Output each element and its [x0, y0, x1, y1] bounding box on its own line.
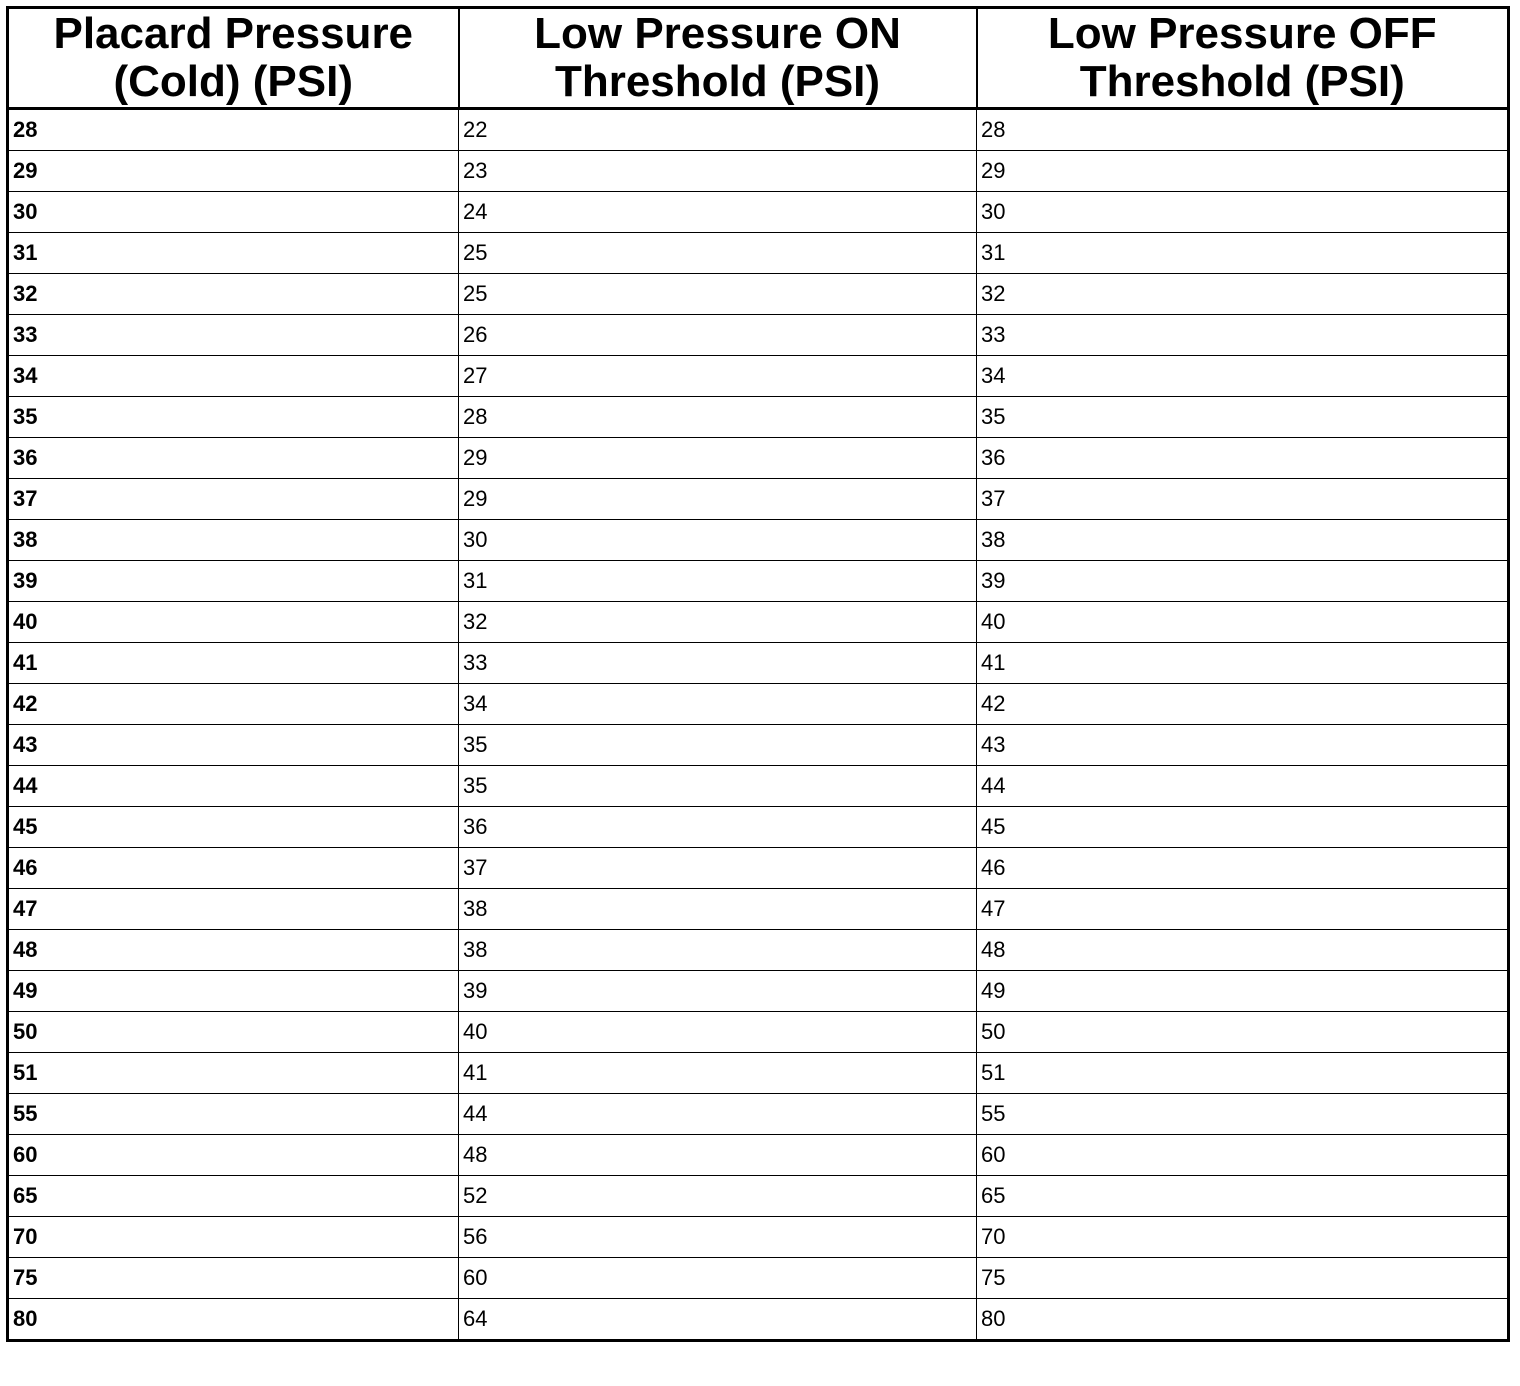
- cell-low-pressure-on: 24: [459, 192, 977, 233]
- cell-placard-pressure: 36: [8, 438, 459, 479]
- cell-low-pressure-off: 48: [977, 930, 1509, 971]
- cell-placard-pressure: 31: [8, 233, 459, 274]
- table-row: [8, 520, 1509, 561]
- cell-low-pressure-off: 45: [977, 807, 1509, 848]
- cell-placard-pressure: 47: [8, 889, 459, 930]
- cell-placard-pressure: 37: [8, 479, 459, 520]
- cell-low-pressure-on: 34: [459, 684, 977, 725]
- cell-low-pressure-off: 43: [977, 725, 1509, 766]
- cell-low-pressure-on: 31: [459, 561, 977, 602]
- table-row: [8, 766, 1509, 807]
- cell-placard-pressure: 51: [8, 1053, 459, 1094]
- cell-low-pressure-on: 38: [459, 930, 977, 971]
- cell-placard-pressure: 55: [8, 1094, 459, 1135]
- cell-low-pressure-on: 32: [459, 602, 977, 643]
- cell-low-pressure-on: 35: [459, 725, 977, 766]
- cell-placard-pressure: 39: [8, 561, 459, 602]
- table-header: [8, 8, 1509, 109]
- table-row: [8, 1176, 1509, 1217]
- cell-low-pressure-off: 35: [977, 397, 1509, 438]
- cell-placard-pressure: 34: [8, 356, 459, 397]
- cell-low-pressure-on: 29: [459, 479, 977, 520]
- cell-low-pressure-off: 36: [977, 438, 1509, 479]
- cell-low-pressure-on: 35: [459, 766, 977, 807]
- cell-placard-pressure: 41: [8, 643, 459, 684]
- cell-low-pressure-on: 40: [459, 1012, 977, 1053]
- table-row: [8, 479, 1509, 520]
- table-row: [8, 889, 1509, 930]
- cell-low-pressure-off: 80: [977, 1299, 1509, 1341]
- cell-low-pressure-on: 22: [459, 109, 977, 151]
- table-row: [8, 151, 1509, 192]
- cell-low-pressure-on: 33: [459, 643, 977, 684]
- table-row: [8, 397, 1509, 438]
- cell-low-pressure-off: 39: [977, 561, 1509, 602]
- header-low-pressure-on-threshold: Low Pressure ON Threshold (PSI): [459, 8, 977, 109]
- table-row: [8, 1094, 1509, 1135]
- cell-low-pressure-on: 64: [459, 1299, 977, 1341]
- cell-placard-pressure: 65: [8, 1176, 459, 1217]
- table-row: [8, 971, 1509, 1012]
- cell-low-pressure-off: 70: [977, 1217, 1509, 1258]
- cell-placard-pressure: 46: [8, 848, 459, 889]
- cell-low-pressure-on: 23: [459, 151, 977, 192]
- table-row: [8, 233, 1509, 274]
- cell-low-pressure-off: 41: [977, 643, 1509, 684]
- table-row: [8, 1258, 1509, 1299]
- cell-low-pressure-off: 55: [977, 1094, 1509, 1135]
- table-body: [8, 109, 1509, 1341]
- table-row: [8, 561, 1509, 602]
- table-row: [8, 848, 1509, 889]
- cell-placard-pressure: 49: [8, 971, 459, 1012]
- cell-low-pressure-off: 38: [977, 520, 1509, 561]
- cell-placard-pressure: 28: [8, 109, 459, 151]
- cell-low-pressure-off: 46: [977, 848, 1509, 889]
- table-row: [8, 725, 1509, 766]
- cell-low-pressure-on: 56: [459, 1217, 977, 1258]
- cell-low-pressure-off: 40: [977, 602, 1509, 643]
- cell-low-pressure-on: 41: [459, 1053, 977, 1094]
- cell-placard-pressure: 35: [8, 397, 459, 438]
- cell-placard-pressure: 45: [8, 807, 459, 848]
- cell-low-pressure-on: 27: [459, 356, 977, 397]
- cell-placard-pressure: 75: [8, 1258, 459, 1299]
- cell-low-pressure-off: 50: [977, 1012, 1509, 1053]
- table-row: [8, 1299, 1509, 1341]
- table-row: [8, 109, 1509, 151]
- cell-low-pressure-off: 65: [977, 1176, 1509, 1217]
- cell-low-pressure-off: 51: [977, 1053, 1509, 1094]
- table-row: [8, 684, 1509, 725]
- cell-low-pressure-on: 37: [459, 848, 977, 889]
- table-row: [8, 1217, 1509, 1258]
- cell-low-pressure-off: 47: [977, 889, 1509, 930]
- cell-low-pressure-off: 42: [977, 684, 1509, 725]
- cell-low-pressure-on: 52: [459, 1176, 977, 1217]
- table-row: [8, 356, 1509, 397]
- cell-low-pressure-off: 49: [977, 971, 1509, 1012]
- cell-placard-pressure: 80: [8, 1299, 459, 1341]
- cell-low-pressure-off: 34: [977, 356, 1509, 397]
- cell-low-pressure-off: 75: [977, 1258, 1509, 1299]
- cell-low-pressure-off: 60: [977, 1135, 1509, 1176]
- table-row: [8, 1135, 1509, 1176]
- cell-low-pressure-on: 30: [459, 520, 977, 561]
- cell-low-pressure-off: 32: [977, 274, 1509, 315]
- cell-low-pressure-on: 25: [459, 274, 977, 315]
- cell-low-pressure-off: 31: [977, 233, 1509, 274]
- header-placard-pressure: Placard Pressure (Cold) (PSI): [8, 8, 459, 109]
- table-row: [8, 1053, 1509, 1094]
- table-row: [8, 643, 1509, 684]
- cell-low-pressure-on: 44: [459, 1094, 977, 1135]
- cell-low-pressure-on: 25: [459, 233, 977, 274]
- cell-low-pressure-on: 39: [459, 971, 977, 1012]
- table-row: [8, 930, 1509, 971]
- cell-low-pressure-on: 29: [459, 438, 977, 479]
- header-low-pressure-off-threshold: Low Pressure OFF Threshold (PSI): [977, 8, 1509, 109]
- cell-low-pressure-on: 36: [459, 807, 977, 848]
- cell-placard-pressure: 29: [8, 151, 459, 192]
- cell-placard-pressure: 43: [8, 725, 459, 766]
- table-row: [8, 438, 1509, 479]
- cell-placard-pressure: 50: [8, 1012, 459, 1053]
- cell-low-pressure-off: 37: [977, 479, 1509, 520]
- cell-low-pressure-off: 30: [977, 192, 1509, 233]
- cell-placard-pressure: 44: [8, 766, 459, 807]
- header-row: [8, 8, 1509, 109]
- cell-placard-pressure: 42: [8, 684, 459, 725]
- table-row: [8, 315, 1509, 356]
- pressure-threshold-table: [6, 6, 1510, 1342]
- cell-placard-pressure: 30: [8, 192, 459, 233]
- cell-placard-pressure: 48: [8, 930, 459, 971]
- cell-low-pressure-on: 26: [459, 315, 977, 356]
- cell-low-pressure-on: 60: [459, 1258, 977, 1299]
- table-row: [8, 602, 1509, 643]
- cell-low-pressure-off: 44: [977, 766, 1509, 807]
- cell-placard-pressure: 70: [8, 1217, 459, 1258]
- cell-low-pressure-off: 28: [977, 109, 1509, 151]
- cell-placard-pressure: 40: [8, 602, 459, 643]
- cell-placard-pressure: 60: [8, 1135, 459, 1176]
- cell-low-pressure-on: 38: [459, 889, 977, 930]
- cell-low-pressure-off: 29: [977, 151, 1509, 192]
- cell-placard-pressure: 33: [8, 315, 459, 356]
- cell-placard-pressure: 38: [8, 520, 459, 561]
- cell-low-pressure-off: 33: [977, 315, 1509, 356]
- cell-low-pressure-on: 48: [459, 1135, 977, 1176]
- cell-placard-pressure: 32: [8, 274, 459, 315]
- cell-low-pressure-on: 28: [459, 397, 977, 438]
- table-row: [8, 274, 1509, 315]
- table-row: [8, 1012, 1509, 1053]
- table-row: [8, 807, 1509, 848]
- table-row: [8, 192, 1509, 233]
